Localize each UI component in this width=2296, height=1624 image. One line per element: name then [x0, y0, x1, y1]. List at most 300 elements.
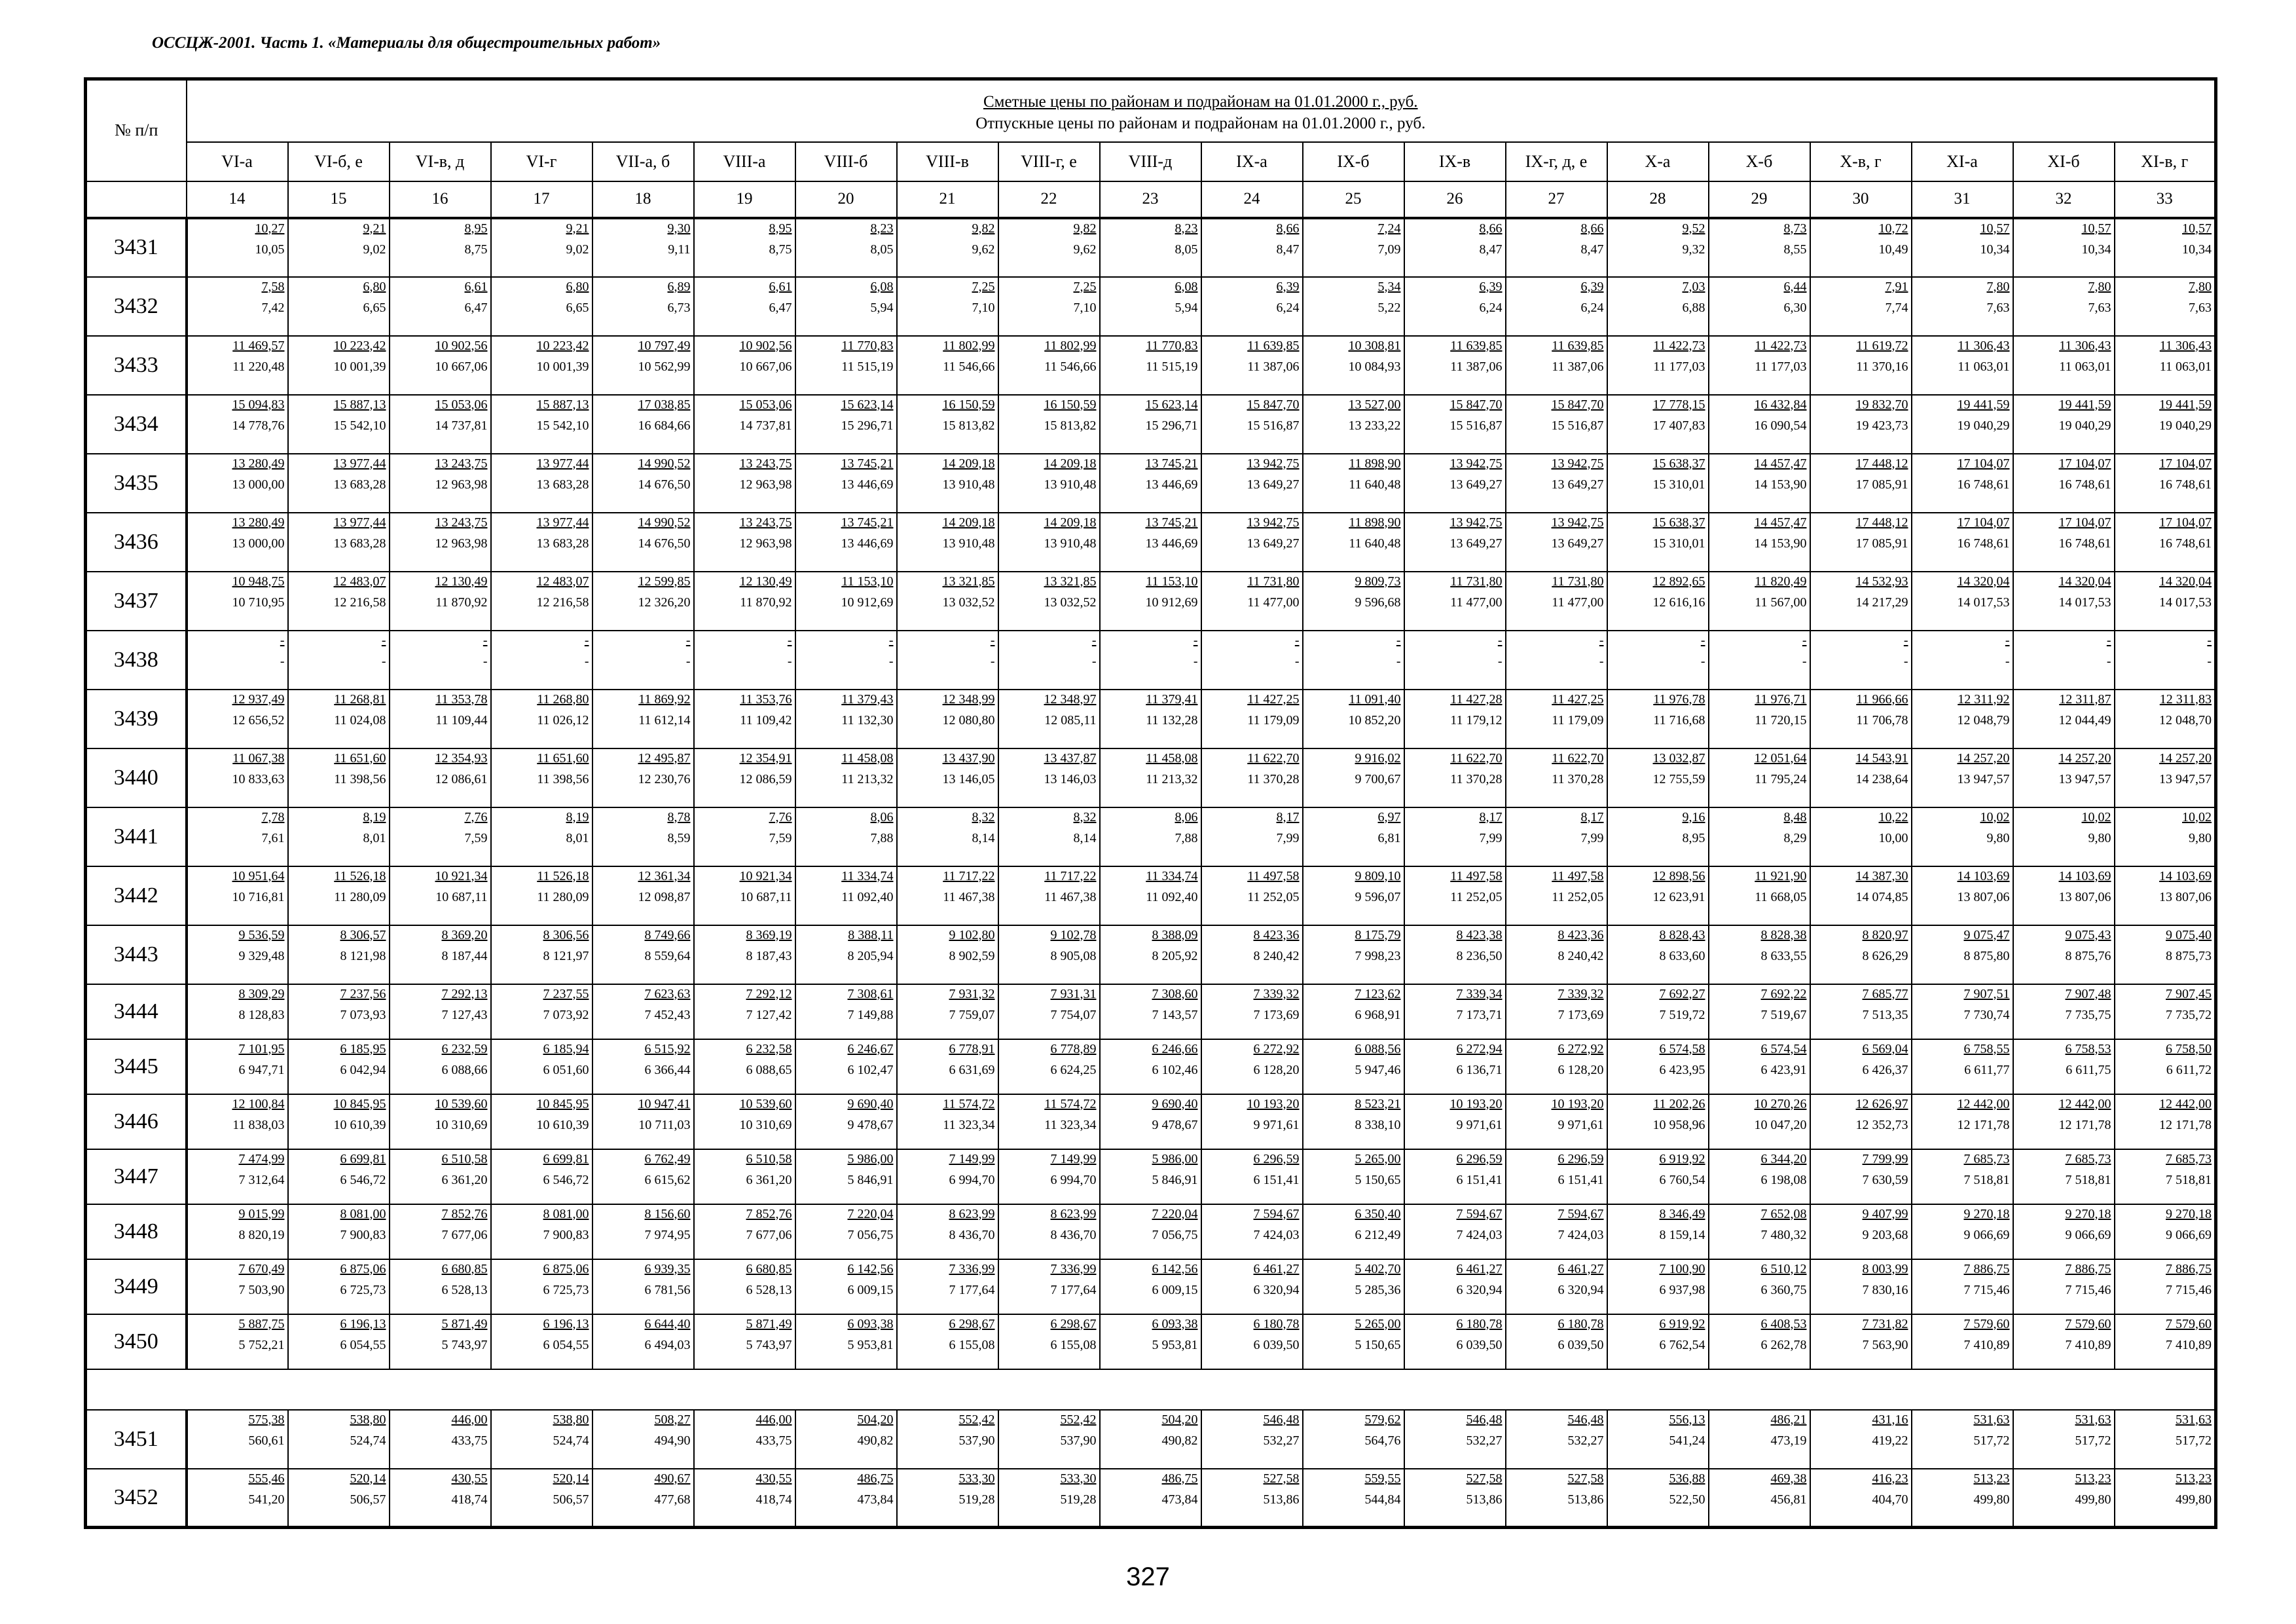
- estimated-price-wrap: [1608, 690, 1708, 706]
- estimated-price: 7 685,73: [2065, 1151, 2111, 1166]
- price-cell: [1607, 690, 1709, 748]
- estimated-price-wrap: [390, 396, 490, 411]
- estimated-price-wrap: [999, 1411, 1099, 1426]
- estimated-price-wrap: [1912, 337, 2013, 352]
- release-price: -: [1193, 654, 1198, 669]
- estimated-price-wrap: [1101, 808, 1201, 824]
- release-price: 7 677,06: [441, 1227, 488, 1242]
- price-cell: [1404, 513, 1506, 572]
- estimated-price-wrap: [898, 572, 998, 588]
- estimated-price: 6 680,85: [746, 1261, 792, 1276]
- estimated-price: 6,39: [1580, 279, 1604, 294]
- release-price: 10 958,96: [1652, 1117, 1705, 1132]
- column-number: 29: [1709, 181, 1810, 218]
- estimated-price: 8 081,00: [543, 1206, 589, 1221]
- price-cell: [1912, 690, 2013, 748]
- estimated-price: -: [685, 633, 691, 648]
- price-cell: [288, 1410, 390, 1469]
- estimated-price: 13 243,75: [435, 456, 488, 471]
- estimated-price-wrap: [999, 278, 1099, 293]
- price-cell: [2115, 807, 2216, 866]
- estimated-price: 11 067,38: [232, 750, 285, 766]
- estimated-price: 6 875,06: [543, 1261, 589, 1276]
- release-price: -: [888, 654, 894, 669]
- estimated-price: 14 990,52: [638, 515, 691, 530]
- release-price: 7,59: [464, 830, 488, 845]
- estimated-price: 11 153,10: [841, 574, 894, 589]
- estimated-price: 6 196,13: [340, 1316, 386, 1331]
- price-cell: [592, 631, 694, 690]
- price-cell: [1709, 572, 1810, 631]
- column-number: 18: [592, 181, 694, 218]
- price-cell: [491, 631, 592, 690]
- price-cell: [1404, 1410, 1506, 1469]
- release-price: 15 310,01: [1652, 536, 1705, 551]
- price-cell: [2115, 925, 2216, 984]
- estimated-price: 11 268,80: [537, 692, 589, 707]
- price-cell: [390, 1469, 491, 1528]
- estimated-price-wrap: [1303, 867, 1404, 883]
- estimated-price-wrap: [999, 631, 1099, 647]
- price-cell: [2013, 631, 2115, 690]
- estimated-price: 9 102,80: [949, 927, 995, 942]
- price-cell: [1201, 572, 1303, 631]
- estimated-price: 8 623,99: [949, 1206, 995, 1221]
- estimated-price-wrap: [1405, 985, 1505, 1001]
- price-cell: [795, 1149, 897, 1204]
- table-row: [86, 395, 2216, 454]
- column-number: 22: [998, 181, 1100, 218]
- estimated-price-wrap: [1202, 1205, 1302, 1221]
- estimated-price: 11 976,78: [1653, 692, 1705, 707]
- price-cell: [1303, 984, 1404, 1039]
- release-price: 11 323,34: [1044, 1117, 1097, 1132]
- release-price: 6,47: [769, 300, 792, 315]
- estimated-price: 8 820,97: [1862, 927, 1908, 942]
- price-cell: [1404, 925, 1506, 984]
- release-price: 6 611,72: [2166, 1062, 2212, 1077]
- release-price: 11 132,30: [841, 712, 894, 728]
- estimated-price: 430,55: [451, 1471, 488, 1486]
- estimated-price: 7 685,73: [1963, 1151, 2010, 1166]
- estimated-price-wrap: [2115, 337, 2215, 352]
- region-header: VIII-б: [795, 142, 897, 181]
- price-cell: [998, 395, 1100, 454]
- price-cell: [2013, 454, 2115, 513]
- estimated-price: 486,75: [857, 1471, 894, 1486]
- price-cell: [897, 1204, 998, 1259]
- estimated-price: 11 334,74: [841, 868, 894, 883]
- price-cell: [1404, 336, 1506, 395]
- estimated-price: 431,16: [1872, 1412, 1908, 1427]
- estimated-price: 6 569,04: [1862, 1041, 1908, 1056]
- estimated-price-wrap: [289, 631, 389, 647]
- price-cell: [897, 866, 998, 925]
- price-cell: [998, 690, 1100, 748]
- column-number-row: [86, 181, 2216, 218]
- estimated-price-wrap: [695, 1095, 795, 1111]
- estimated-price-wrap: [390, 572, 490, 588]
- release-price: 6 039,50: [1253, 1337, 1300, 1352]
- estimated-price-wrap: [2014, 219, 2114, 235]
- estimated-price: 10 223,42: [333, 338, 386, 353]
- estimated-price-wrap: [390, 926, 490, 942]
- table-row: [86, 1314, 2216, 1369]
- price-cell: [2013, 336, 2115, 395]
- estimated-price: 11 619,72: [1856, 338, 1908, 353]
- estimated-price: 7 685,73: [2166, 1151, 2212, 1166]
- column-number: 30: [1810, 181, 1912, 218]
- estimated-price-wrap: [390, 808, 490, 824]
- estimated-price: 13 745,21: [841, 515, 894, 530]
- estimated-price: 11 639,85: [1247, 338, 1300, 353]
- price-cell: [1912, 1410, 2013, 1469]
- release-price: 513,86: [1567, 1492, 1604, 1507]
- estimated-price: 527,58: [1466, 1471, 1503, 1486]
- release-price: 15 542,10: [333, 418, 386, 433]
- release-price: 5 947,46: [1355, 1062, 1401, 1077]
- estimated-price: 9 809,73: [1355, 574, 1401, 589]
- price-cell: [897, 513, 998, 572]
- release-price: 9 329,48: [238, 948, 285, 963]
- estimated-price-wrap: [2115, 1315, 2215, 1331]
- release-price: 10,34: [2182, 242, 2212, 257]
- release-price: 11 477,00: [1247, 595, 1300, 610]
- estimated-price: 575,38: [248, 1412, 285, 1427]
- price-cell: [1912, 1469, 2013, 1528]
- release-price: 499,80: [2176, 1492, 2212, 1507]
- release-price: 10 562,99: [638, 359, 691, 374]
- item-code: 3447: [86, 1149, 187, 1204]
- price-cell: [1100, 1094, 1201, 1149]
- release-price: 6 947,71: [238, 1062, 285, 1077]
- price-cell: [1100, 1149, 1201, 1204]
- estimated-price: 6,97: [1377, 809, 1401, 824]
- price-cell: [491, 925, 592, 984]
- price-cell: [897, 454, 998, 513]
- release-price: 11 477,00: [1552, 595, 1604, 610]
- estimated-price: 9,82: [1073, 221, 1097, 236]
- price-cell: [1607, 1469, 1709, 1528]
- price-cell: [390, 925, 491, 984]
- release-price: 11 387,06: [1450, 359, 1503, 374]
- release-price: 14 153,90: [1754, 536, 1807, 551]
- estimated-price: 11 306,43: [2159, 338, 2212, 353]
- estimated-price-wrap: [492, 1095, 592, 1111]
- price-cell: [2115, 336, 2216, 395]
- price-cell: [1303, 1204, 1404, 1259]
- price-cell: [1100, 336, 1201, 395]
- release-price: 17 085,91: [1855, 477, 1908, 492]
- estimated-price-wrap: [188, 1150, 287, 1166]
- release-price: 7 735,72: [2166, 1007, 2212, 1022]
- price-cell: [288, 690, 390, 748]
- price-cell: [1810, 277, 1912, 336]
- price-cell: [1303, 277, 1404, 336]
- estimated-price-wrap: [1405, 1315, 1505, 1331]
- release-price: 6 198,08: [1760, 1172, 1807, 1187]
- release-price: 10 610,39: [333, 1117, 386, 1132]
- release-price: 532,27: [1263, 1433, 1300, 1448]
- price-cell: [1201, 513, 1303, 572]
- estimated-price: -: [1193, 633, 1198, 648]
- price-cell: [1810, 1039, 1912, 1094]
- price-cell: [1303, 1259, 1404, 1314]
- title-line-estimated: Сметные цены по районам и подрайонам на 01.01.2000 г., руб.: [983, 93, 1418, 111]
- release-price: 11 612,14: [638, 712, 691, 728]
- estimated-price-wrap: [1202, 1040, 1302, 1056]
- release-price: 8 240,42: [1253, 948, 1300, 963]
- estimated-price: 7 339,32: [1253, 986, 1300, 1001]
- estimated-price-wrap: [2115, 1260, 2215, 1276]
- release-price: 11 179,09: [1247, 712, 1300, 728]
- estimated-price-wrap: [1101, 1260, 1201, 1276]
- estimated-price-wrap: [2014, 396, 2114, 411]
- release-price: 6 494,03: [644, 1337, 691, 1352]
- region-header: IX-а: [1201, 142, 1303, 181]
- estimated-price: 7 339,34: [1456, 986, 1503, 1001]
- price-cell: [694, 748, 795, 807]
- spacer-cell: [86, 1369, 2216, 1410]
- release-price: 5 150,65: [1355, 1172, 1401, 1187]
- price-cell: [187, 454, 288, 513]
- price-cell: [1810, 454, 1912, 513]
- release-price: 8 205,92: [1152, 948, 1198, 963]
- release-price: 8 436,70: [1050, 1227, 1097, 1242]
- estimated-price-wrap: [1912, 867, 2013, 883]
- estimated-price-wrap: [1101, 219, 1201, 235]
- price-cell: [288, 277, 390, 336]
- estimated-price-wrap: [1811, 278, 1911, 293]
- estimated-price-wrap: [1506, 337, 1607, 352]
- estimated-price-wrap: [999, 985, 1099, 1001]
- estimated-price: 8,17: [1276, 809, 1300, 824]
- release-price: 8,75: [464, 242, 488, 257]
- estimated-price-wrap: [1506, 1260, 1607, 1276]
- estimated-price-wrap: [1101, 1040, 1201, 1056]
- price-cell: [694, 690, 795, 748]
- estimated-price-wrap: [1101, 1469, 1201, 1485]
- price-cell: [1709, 277, 1810, 336]
- estimated-price-wrap: [1811, 808, 1911, 824]
- estimated-price-wrap: [1405, 337, 1505, 352]
- estimated-price: 13 942,75: [1247, 515, 1300, 530]
- table-row: [86, 925, 2216, 984]
- estimated-price: 9,21: [566, 221, 589, 236]
- release-price: 9,62: [972, 242, 995, 257]
- estimated-price: 15 623,14: [841, 397, 894, 412]
- price-cell: [1303, 336, 1404, 395]
- estimated-price-wrap: [2115, 749, 2215, 765]
- estimated-price-wrap: [1101, 1411, 1201, 1426]
- price-cell: [1912, 1204, 2013, 1259]
- release-price: 8 205,94: [847, 948, 894, 963]
- release-price: 11 387,06: [1247, 359, 1300, 374]
- estimated-price: 527,58: [1567, 1471, 1604, 1486]
- estimated-price-wrap: [796, 690, 896, 706]
- release-price: 456,81: [1770, 1492, 1807, 1507]
- estimated-price-wrap: [999, 1469, 1099, 1485]
- price-cell: [491, 513, 592, 572]
- estimated-price-wrap: [796, 867, 896, 883]
- estimated-price-wrap: [1912, 749, 2013, 765]
- estimated-price: 6 180,78: [1253, 1316, 1300, 1331]
- price-cell: [1810, 1314, 1912, 1369]
- estimated-price-wrap: [593, 867, 693, 883]
- release-price: 11 280,09: [537, 889, 589, 904]
- release-price: 7 173,71: [1456, 1007, 1503, 1022]
- estimated-price: 9,82: [972, 221, 995, 236]
- price-cell: [1506, 336, 1607, 395]
- estimated-price-wrap: [695, 1150, 795, 1166]
- price-cell: [1709, 513, 1810, 572]
- release-price: 6,65: [566, 300, 589, 315]
- estimated-price: 9,16: [1682, 809, 1705, 824]
- release-price: 6 631,69: [949, 1062, 995, 1077]
- price-cell: [1100, 1259, 1201, 1314]
- item-code: 3445: [86, 1039, 187, 1094]
- estimated-price-wrap: [1303, 454, 1404, 470]
- estimated-price-wrap: [898, 985, 998, 1001]
- estimated-price-wrap: [898, 278, 998, 293]
- price-cell: [1404, 218, 1506, 277]
- release-price: 5 953,81: [847, 1337, 894, 1352]
- release-price: 12 171,78: [2058, 1117, 2111, 1132]
- release-price: 7 127,43: [441, 1007, 488, 1022]
- estimated-price: 6 515,92: [644, 1041, 691, 1056]
- release-price: 11 063,01: [2159, 359, 2212, 374]
- estimated-price: 552,42: [1060, 1412, 1097, 1427]
- estimated-price: 7 852,76: [441, 1206, 488, 1221]
- estimated-price: 11 353,76: [740, 692, 792, 707]
- release-price: 9 066,69: [1963, 1227, 2010, 1242]
- estimated-price: 11 306,43: [1958, 338, 2010, 353]
- estimated-price: 538,80: [350, 1412, 386, 1427]
- estimated-price: 8 309,29: [238, 986, 285, 1001]
- estimated-price: 7 292,12: [746, 986, 792, 1001]
- release-price: 13 649,27: [1449, 536, 1503, 551]
- estimated-price: 8,17: [1580, 809, 1604, 824]
- price-cell: [1607, 631, 1709, 690]
- release-price: 14 017,53: [1957, 595, 2010, 610]
- release-price: 6,73: [667, 300, 691, 315]
- estimated-price: 7 474,99: [238, 1151, 285, 1166]
- estimated-price: 11 717,22: [1044, 868, 1097, 883]
- price-cell: [2013, 218, 2115, 277]
- estimated-price: 10 223,42: [536, 338, 589, 353]
- estimated-price-wrap: [1506, 572, 1607, 588]
- price-cell: [1607, 1039, 1709, 1094]
- price-cell: [1912, 1149, 2013, 1204]
- release-price: 11 668,05: [1755, 889, 1807, 904]
- release-price: 7,63: [2189, 300, 2212, 315]
- release-price: 13 649,27: [1551, 536, 1604, 551]
- release-price: 12 216,58: [536, 595, 589, 610]
- estimated-price: 7,76: [769, 809, 792, 824]
- price-cell: [1709, 336, 1810, 395]
- region-header: VIII-д: [1100, 142, 1201, 181]
- release-price: -: [1802, 654, 1807, 669]
- price-cell: [1810, 984, 1912, 1039]
- estimated-price-wrap: [390, 1095, 490, 1111]
- estimated-price-wrap: [289, 219, 389, 235]
- release-price: -: [280, 654, 285, 669]
- estimated-price-wrap: [999, 1040, 1099, 1056]
- estimated-price-wrap: [1405, 867, 1505, 883]
- price-cell: [1404, 1314, 1506, 1369]
- release-price: 7 518,81: [2065, 1172, 2111, 1187]
- release-price: 6 320,94: [1558, 1282, 1604, 1297]
- estimated-price: 11 717,22: [943, 868, 995, 883]
- price-cell: [288, 513, 390, 572]
- release-price: 11 092,40: [1146, 889, 1198, 904]
- estimated-price: 14 457,47: [1754, 456, 1807, 471]
- price-cell: [2013, 1469, 2115, 1528]
- estimated-price-wrap: [796, 749, 896, 765]
- release-price: 7 149,88: [847, 1007, 894, 1022]
- estimated-price-wrap: [1709, 454, 1810, 470]
- estimated-price: 14 320,04: [1957, 574, 2010, 589]
- price-cell: [694, 1259, 795, 1314]
- estimated-price-wrap: [2115, 396, 2215, 411]
- column-number: 33: [2115, 181, 2216, 218]
- estimated-price: 6 093,38: [1152, 1316, 1198, 1331]
- price-cell: [390, 454, 491, 513]
- estimated-price: 8 156,60: [644, 1206, 691, 1221]
- estimated-price-wrap: [1811, 1469, 1911, 1485]
- item-code: 3434: [86, 395, 187, 454]
- estimated-price-wrap: [1912, 572, 2013, 588]
- price-cell: [592, 572, 694, 631]
- estimated-price-wrap: [1506, 1040, 1607, 1056]
- price-cell: [390, 572, 491, 631]
- release-price: 6 009,15: [847, 1282, 894, 1297]
- estimated-price: 10 948,75: [232, 574, 285, 589]
- release-price: 14 676,50: [638, 536, 691, 551]
- estimated-price: 6 296,59: [1558, 1151, 1604, 1166]
- release-price: 14 153,90: [1754, 477, 1807, 492]
- price-cell: [592, 1259, 694, 1314]
- release-price: 7 073,93: [340, 1007, 386, 1022]
- price-cell: [694, 513, 795, 572]
- estimated-price-wrap: [1101, 690, 1201, 706]
- estimated-price: 8,66: [1580, 221, 1604, 236]
- release-price: 7 630,59: [1862, 1172, 1908, 1187]
- estimated-price: 6 246,67: [847, 1041, 894, 1056]
- release-price: 12 963,98: [739, 477, 792, 492]
- price-cell: [2115, 513, 2216, 572]
- release-price: 7 518,81: [1963, 1172, 2010, 1187]
- estimated-price: 14 990,52: [638, 456, 691, 471]
- price-cell: [1404, 454, 1506, 513]
- estimated-price: 17 104,07: [1957, 456, 2010, 471]
- estimated-price-wrap: [695, 337, 795, 352]
- release-price: 10 912,69: [1145, 595, 1198, 610]
- release-price: 10 310,69: [739, 1117, 792, 1132]
- estimated-price: 6,89: [667, 279, 691, 294]
- price-cell: [1506, 1469, 1607, 1528]
- release-price: 7 513,35: [1862, 1007, 1908, 1022]
- estimated-price-wrap: [695, 749, 795, 765]
- item-code: 3441: [86, 807, 187, 866]
- price-cell: [187, 395, 288, 454]
- release-price: 532,27: [1567, 1433, 1604, 1448]
- release-price: 16 748,61: [2058, 536, 2111, 551]
- estimated-price-wrap: [2014, 1315, 2114, 1331]
- price-cell: [390, 1259, 491, 1314]
- estimated-price: 486,21: [1770, 1412, 1807, 1427]
- estimated-price: 8 523,21: [1355, 1096, 1401, 1111]
